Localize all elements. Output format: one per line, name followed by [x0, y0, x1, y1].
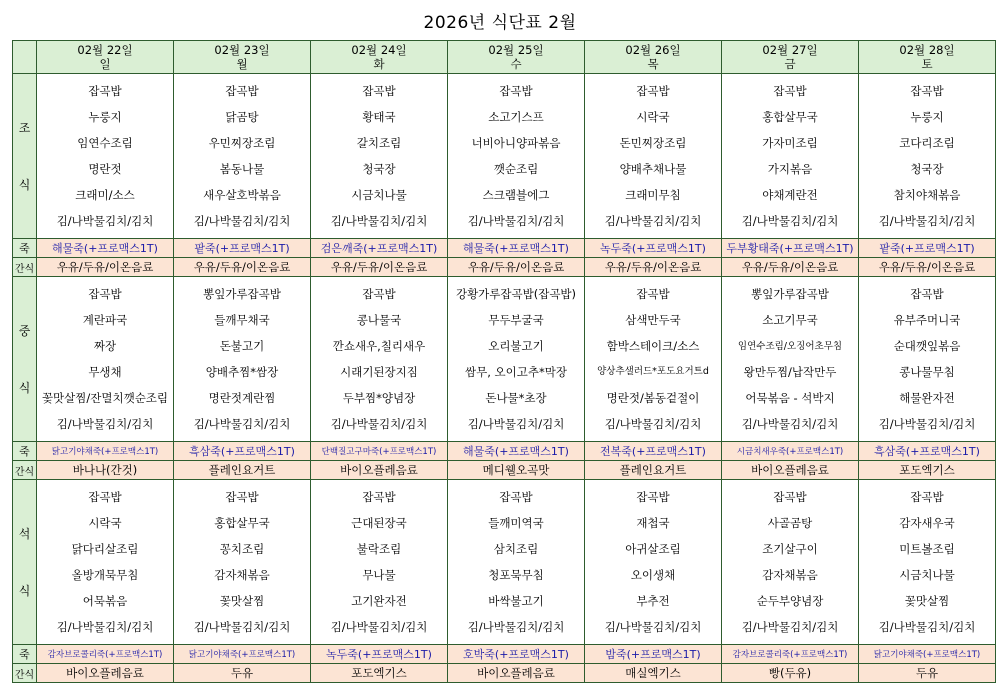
page-title: 2026년 식단표 2월: [423, 13, 577, 33]
afternoon-snack-cell: 플레인요거트: [585, 461, 722, 480]
afternoon-snack-cell: 바나나(간것): [37, 461, 174, 480]
afternoon-snack-cell: 바이오플레음료: [311, 461, 448, 480]
dinner-porridge-cell: 감자브로콜리죽(+프로맥스1T): [722, 645, 859, 664]
menu-item: 김/나박물김치/김치: [741, 417, 839, 431]
dinner-day-cell: [722, 480, 859, 645]
menu-item: 김/나박물김치/김치: [741, 214, 839, 228]
evening-snack-cell: 바이오플레음료: [448, 664, 585, 683]
menu-item: 김/나박물김치/김치: [878, 620, 976, 634]
lunch-porridge-cell: 해물죽(+프로맥스1T): [448, 442, 585, 461]
meal-label-char: 식: [18, 584, 31, 598]
menu-item: 너비아니양파볶음: [471, 136, 561, 150]
afternoon-snack-cell: 포도엑기스: [859, 461, 996, 480]
menu-item: 김/나박물김치/김치: [193, 417, 291, 431]
morning-snack-cell: 우유/두유/이온음료: [585, 258, 722, 277]
day-of-week: 토: [921, 57, 933, 71]
menu-item: 김/나박물김치/김치: [330, 620, 428, 634]
menu-item: 누룽지: [88, 110, 122, 124]
menu-item: 김/나박물김치/김치: [56, 417, 154, 431]
dinner-label: [13, 480, 37, 645]
breakfast-day-cell: [448, 74, 585, 239]
dinner-day-cell: [585, 480, 722, 645]
menu-item: 돈나물*초장: [485, 391, 547, 405]
menu-item: 김/나박물김치/김치: [193, 214, 291, 228]
menu-item: 가지볶음: [767, 162, 813, 176]
day-header: [448, 41, 585, 74]
menu-item: 꽁치조림: [219, 542, 265, 556]
menu-item: 닭곰탕: [225, 110, 259, 124]
lunch-day-cell: [174, 277, 311, 442]
menu-item: 닭다리살조림: [71, 542, 139, 556]
breakfast-day-cell: [859, 74, 996, 239]
menu-item: 재첩국: [636, 516, 670, 530]
menu-item: 김/나박물김치/김치: [330, 214, 428, 228]
menu-item: 홍합살무국: [214, 516, 270, 530]
menu-item: 잡곡밥: [88, 84, 122, 98]
menu-item: 청국장: [362, 162, 396, 176]
menu-item: 무생채: [88, 365, 122, 379]
menu-item: 김/나박물김치/김치: [604, 620, 702, 634]
day-header: [311, 41, 448, 74]
day-of-week: 일: [99, 57, 111, 71]
evening-snack-label: 간식: [13, 664, 37, 683]
day-date: 02월 22일: [77, 43, 133, 57]
dinner-porridge-cell: 호박죽(+프로맥스1T): [448, 645, 585, 664]
morning-snack-cell: 우유/두유/이온음료: [859, 258, 996, 277]
menu-item: 삼치조림: [493, 542, 539, 556]
menu-item: 조기살구이: [762, 542, 818, 556]
meal-label-char: 조: [18, 121, 31, 135]
dinner-day-cell: [311, 480, 448, 645]
menu-item: 황태국: [362, 110, 396, 124]
day-of-week: 금: [784, 57, 796, 71]
menu-item: 잡곡밥: [910, 490, 944, 504]
dinner-row: [13, 480, 996, 645]
menu-item: 감자새우국: [899, 516, 955, 530]
menu-item: 명란젓: [88, 162, 122, 176]
menu-item: 청포묵무침: [488, 568, 544, 582]
afternoon-snack-row: [13, 461, 996, 480]
menu-item: 시락국: [88, 516, 122, 530]
day-date: 02월 24일: [351, 43, 407, 57]
day-header: [37, 41, 174, 74]
menu-item: 들깨무채국: [214, 313, 270, 327]
menu-item: 명란젓/봄동겉절이: [606, 391, 700, 405]
menu-item: 깻순조림: [493, 162, 539, 176]
menu-item: 잡곡밥: [362, 287, 396, 301]
menu-item: 시금치나물: [899, 568, 955, 582]
menu-item: 김/나박물김치/김치: [878, 417, 976, 431]
day-of-week: 월: [236, 57, 248, 71]
dinner-day-cell: [448, 480, 585, 645]
afternoon-snack-label: 간식: [13, 461, 37, 480]
menu-item: 소고기무국: [762, 313, 818, 327]
menu-item: 크래미무침: [625, 188, 681, 202]
evening-snack-cell: 두유: [859, 664, 996, 683]
menu-item: 계란파국: [82, 313, 128, 327]
evening-snack-cell: 두유: [174, 664, 311, 683]
day-header: [174, 41, 311, 74]
menu-item: 스크램블에그: [482, 188, 550, 202]
breakfast-day-cell: [722, 74, 859, 239]
menu-item: 양배추채나물: [619, 162, 687, 176]
menu-item: 잡곡밥: [499, 84, 533, 98]
menu-item: 강황가루잡곡밥(잡곡밥): [455, 287, 577, 301]
menu-item: 돈불고기: [219, 339, 265, 353]
menu-item: 뽕잎가루잡곡밥: [203, 287, 281, 301]
morning-snack-cell: 우유/두유/이온음료: [37, 258, 174, 277]
day-date: 02월 27일: [762, 43, 818, 57]
lunch-day-cell: [448, 277, 585, 442]
dinner-day-cell: [174, 480, 311, 645]
menu-item: 소고기스프: [488, 110, 544, 124]
menu-item: 김/나박물김치/김치: [467, 620, 565, 634]
menu-item: 코다리조림: [899, 136, 955, 150]
menu-item: 꽃맛살찜: [219, 594, 265, 608]
breakfast-day-cell: [37, 74, 174, 239]
lunch-porridge-cell: 흑삼죽(+프로맥스1T): [859, 442, 996, 461]
meal-label-char: 식: [18, 178, 31, 192]
lunch-porridge-cell: 시금치새우죽(+프로맥스1T): [722, 442, 859, 461]
lunch-label: [13, 277, 37, 442]
menu-item: 김/나박물김치/김치: [56, 214, 154, 228]
menu-item: 김/나박물김치/김치: [467, 214, 565, 228]
menu-item: 잡곡밥: [636, 490, 670, 504]
menu-item: 잡곡밥: [636, 84, 670, 98]
menu-item: 김/나박물김치/김치: [193, 620, 291, 634]
evening-snack-cell: 포도엑기스: [311, 664, 448, 683]
day-date: 02월 25일: [488, 43, 544, 57]
breakfast-porridge-cell: 해물죽(+프로맥스1T): [448, 239, 585, 258]
menu-item: 꽃맛살찜/잔멸치깻순조림: [41, 390, 169, 405]
breakfast-porridge-cell: 검은깨죽(+프로맥스1T): [311, 239, 448, 258]
menu-item: 순대깻잎볶음: [893, 339, 961, 353]
lunch-row: [13, 277, 996, 442]
menu-item: 미트볼조림: [899, 542, 955, 556]
dinner-porridge-cell: 닭고기야채죽(+프로맥스1T): [859, 645, 996, 664]
dinner-porridge-cell: 녹두죽(+프로맥스1T): [311, 645, 448, 664]
menu-item: 김/나박물김치/김치: [604, 214, 702, 228]
dinner-porridge-cell: 밤죽(+프로맥스1T): [585, 645, 722, 664]
menu-item: 참치야채볶음: [893, 188, 961, 202]
breakfast-porridge-cell: 팥죽(+프로맥스1T): [859, 239, 996, 258]
menu-item: 김/나박물김치/김치: [604, 417, 702, 431]
menu-item: 불락조림: [356, 542, 402, 556]
menu-item: 김/나박물김치/김치: [467, 417, 565, 431]
menu-item: 가자미조림: [762, 136, 818, 150]
menu-item: 시락국: [636, 110, 670, 124]
menu-item: 꽃맛살찜: [904, 594, 950, 608]
breakfast-day-cell: [174, 74, 311, 239]
evening-snack-cell: 매실엑기스: [585, 664, 722, 683]
menu-item: 올방개묵무침: [71, 568, 139, 582]
menu-item: 우민찌장조림: [208, 136, 276, 150]
dinner-day-cell: [37, 480, 174, 645]
menu-item: 야채계란전: [762, 188, 818, 202]
menu-item: 순두부양념장: [756, 594, 824, 608]
lunch-day-cell: [311, 277, 448, 442]
menu-item: 김/나박물김치/김치: [878, 214, 976, 228]
menu-item: 함박스테이크/소스: [606, 339, 700, 353]
evening-snack-row: [13, 664, 996, 683]
menu-item: 뽕잎가루잡곡밥: [751, 287, 829, 301]
morning-snack-row: [13, 258, 996, 277]
menu-item: 시래기된장지짐: [340, 365, 418, 379]
lunch-porridge-cell: 닭고기야채죽(+프로맥스1T): [37, 442, 174, 461]
menu-item: 김/나박물김치/김치: [56, 620, 154, 634]
menu-item: 두부찜*양념장: [342, 391, 416, 405]
breakfast-row: [13, 74, 996, 239]
menu-item: 어묵볶음 - 석박지: [745, 391, 835, 405]
menu-item: 김/나박물김치/김치: [741, 620, 839, 634]
menu-item: 오리불고기: [488, 339, 544, 353]
breakfast-porridge-cell: 두부황태죽(+프로맥스1T): [722, 239, 859, 258]
menu-item: 시금치나물: [351, 188, 407, 202]
menu-item: 감자채볶음: [762, 568, 818, 582]
menu-item: 근대된장국: [351, 516, 407, 530]
menu-item: 짜장: [93, 339, 117, 353]
afternoon-snack-cell: 바이오플레음료: [722, 461, 859, 480]
menu-item: 봄동나물: [219, 162, 265, 176]
menu-item: 잡곡밥: [636, 287, 670, 301]
meal-label-char: 석: [18, 527, 31, 541]
menu-item: 잡곡밥: [910, 287, 944, 301]
breakfast-porridge-cell: 팥죽(+프로맥스1T): [174, 239, 311, 258]
lunch-porridge-cell: 단백질고구마죽(+프로맥스1T): [311, 442, 448, 461]
morning-snack-cell: 우유/두유/이온음료: [448, 258, 585, 277]
menu-item: 쌈무, 오이고추*막장: [465, 365, 567, 379]
breakfast-porridge-cell: 해물죽(+프로맥스1T): [37, 239, 174, 258]
menu-item: 아귀살조림: [625, 542, 681, 556]
menu-item: 청국장: [910, 162, 944, 176]
menu-item: 잡곡밥: [362, 490, 396, 504]
dinner-day-cell: [859, 480, 996, 645]
menu-item: 오이생채: [630, 568, 676, 582]
menu-item: 잡곡밥: [499, 490, 533, 504]
menu-item: 왕만두찜/납작만두: [743, 365, 837, 379]
lunch-day-cell: [859, 277, 996, 442]
menu-item: 들깨미역국: [488, 516, 544, 530]
dinner-porridge-cell: 감자브로콜리죽(+프로맥스1T): [37, 645, 174, 664]
menu-item: 바싹불고기: [488, 594, 544, 608]
morning-snack-label: 간식: [13, 258, 37, 277]
day-date: 02월 28일: [899, 43, 955, 57]
menu-item: 사골곰탕: [767, 516, 813, 530]
day-of-week: 화: [373, 57, 385, 71]
breakfast-label: [13, 74, 37, 239]
menu-item: 무두부굴국: [488, 313, 544, 327]
lunch-day-cell: [722, 277, 859, 442]
afternoon-snack-cell: 플레인요거트: [174, 461, 311, 480]
day-of-week: 목: [647, 57, 659, 71]
menu-item: 해물완자전: [899, 391, 955, 405]
morning-snack-cell: 우유/두유/이온음료: [311, 258, 448, 277]
menu-item: 새우살호박볶음: [203, 188, 281, 202]
menu-table: [12, 40, 996, 683]
morning-snack-cell: 우유/두유/이온음료: [174, 258, 311, 277]
meal-label-char: 중: [18, 324, 31, 338]
morning-snack-cell: 우유/두유/이온음료: [722, 258, 859, 277]
menu-item: 잡곡밥: [88, 287, 122, 301]
day-of-week: 수: [510, 57, 522, 71]
evening-snack-cell: 바이오플레음료: [37, 664, 174, 683]
menu-item: 잡곡밥: [88, 490, 122, 504]
lunch-porridge-cell: 전복죽(+프로맥스1T): [585, 442, 722, 461]
lunch-porridge-cell: 흑삼죽(+프로맥스1T): [174, 442, 311, 461]
menu-item: 잡곡밥: [362, 84, 396, 98]
menu-item: 돈민찌장조림: [619, 136, 687, 150]
menu-item: 잡곡밥: [225, 84, 259, 98]
menu-item: 잡곡밥: [225, 490, 259, 504]
menu-item: 유부주머니국: [893, 313, 961, 327]
day-date: 02월 23일: [214, 43, 270, 57]
menu-item: 누룽지: [910, 110, 944, 124]
menu-item: 양배추찜*쌈장: [205, 365, 279, 379]
lunch-day-cell: [37, 277, 174, 442]
menu-item: 잡곡밥: [773, 84, 807, 98]
menu-item: 무나물: [362, 568, 396, 582]
menu-item: 감자채볶음: [214, 568, 270, 582]
meal-label-char: 식: [18, 381, 31, 395]
menu-item: 삼색만두국: [625, 313, 681, 327]
menu-item: 부추전: [636, 594, 670, 608]
lunch-day-cell: [585, 277, 722, 442]
day-header: [585, 41, 722, 74]
menu-item: 명란젓계란찜: [208, 391, 276, 405]
breakfast-porridge-cell: 녹두죽(+프로맥스1T): [585, 239, 722, 258]
afternoon-snack-cell: 메디웰오곡맛: [448, 461, 585, 480]
evening-snack-cell: 빵(두유): [722, 664, 859, 683]
menu-item: 임연수조림: [77, 136, 133, 150]
dinner-porridge-cell: 닭고기야채죽(+프로맥스1T): [174, 645, 311, 664]
menu-item: 김/나박물김치/김치: [330, 417, 428, 431]
day-date: 02월 26일: [625, 43, 681, 57]
breakfast-day-cell: [311, 74, 448, 239]
lunch-porridge-row: [13, 442, 996, 461]
dinner-porridge-label: 죽: [13, 645, 37, 664]
corner-cell: [13, 41, 37, 74]
menu-item: 깐쇼새우,칠리새우: [332, 339, 426, 353]
menu-item: 임연수조림/오징어초무침: [737, 340, 843, 352]
breakfast-porridge-row: [13, 239, 996, 258]
menu-item: 양상추샐러드*포도요거트d: [597, 366, 709, 377]
menu-item: 홍합살무국: [762, 110, 818, 124]
breakfast-porridge-label: 죽: [13, 239, 37, 258]
menu-item: 갈치조림: [356, 136, 402, 150]
menu-item: 콩나물무침: [899, 365, 955, 379]
menu-item: 잡곡밥: [910, 84, 944, 98]
menu-item: 잡곡밥: [773, 490, 807, 504]
day-header: [859, 41, 996, 74]
menu-item: 콩나물국: [356, 313, 402, 327]
dinner-porridge-row: [13, 645, 996, 664]
day-header: [722, 41, 859, 74]
menu-item: 어묵볶음: [82, 594, 128, 608]
breakfast-day-cell: [585, 74, 722, 239]
menu-item: 크래미/소스: [75, 188, 135, 202]
menu-item: 고기완자전: [351, 594, 407, 608]
lunch-porridge-label: 죽: [13, 442, 37, 461]
header-row: [13, 41, 996, 74]
